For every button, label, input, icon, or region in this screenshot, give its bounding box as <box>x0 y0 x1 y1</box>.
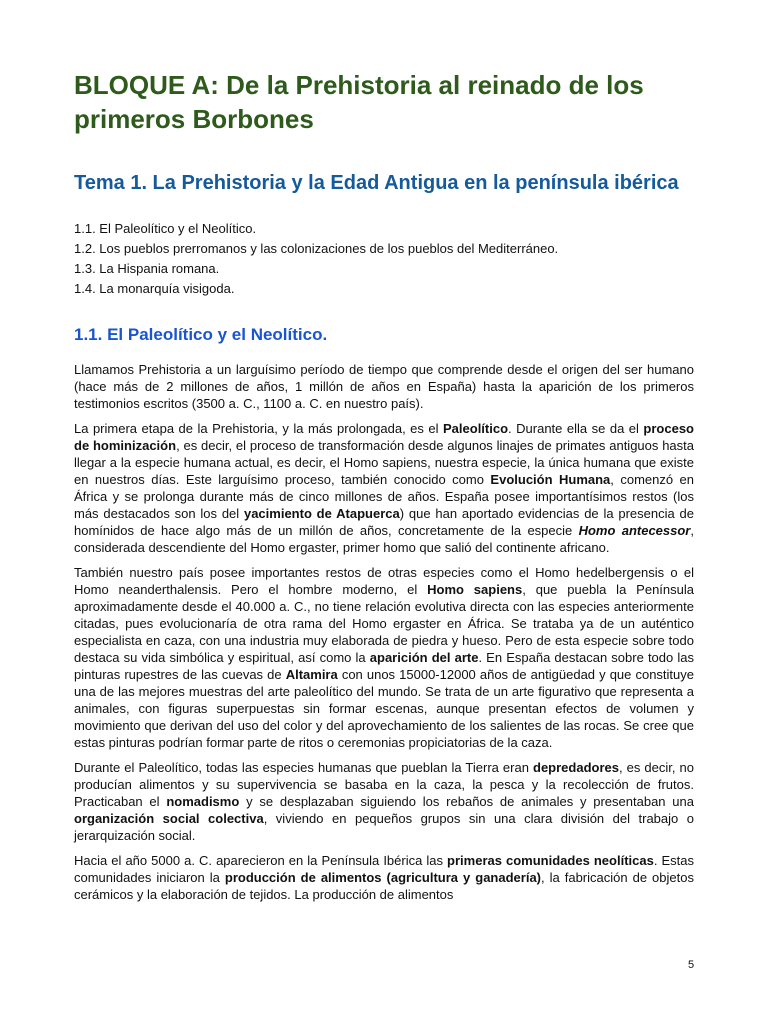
text-run: La primera etapa de la Prehistoria, y la más prolongada, es el <box>74 421 444 436</box>
emphasis-bold: Paleolítico <box>443 421 509 436</box>
toc-item: 1.3. La Hispania romana. <box>74 261 220 276</box>
emphasis-bold: nomadismo <box>166 794 240 809</box>
text-run: , que puebla la Península aproximadamente desde el 40.000 a. C., no tiene relación evolutiva directa con las especies anteriormente citadas, pues evolucionaría de otra rama del Homo ergaster en África. Se trataba ya de un auténtico especialista en caza, con una industria muy elaborada de piedra y hueso. Pero de esta especie sobre todo destaca su vida simbólica y espiritual, así como la <box>74 582 694 665</box>
body-paragraph <box>74 564 694 751</box>
text-run: . En España destacan sobre todo las pinturas rupestres de las cuevas de <box>74 650 694 682</box>
toc-item: 1.1. El Paleolítico y el Neolítico. <box>74 221 257 236</box>
text-run: , comenzó en África y se prolonga durante más de cinco millones de años. España posee importantísimos restos (los más destacados son los del <box>74 472 694 521</box>
body-paragraph <box>74 361 694 412</box>
body-paragraph <box>74 759 694 844</box>
text-run: , es decir, el proceso de transformación desde algunos linajes de primates antiguos hasta llegar a la especie humana actual, es decir, el Homo sapiens, nuestra especie, la única humana que existe en nuestros días. Este larguísimo proceso, también conocido como <box>74 438 695 487</box>
document-page <box>74 68 694 911</box>
emphasis-bold: Homo sapiens <box>427 582 523 597</box>
tema-heading: Tema 1. La Prehistoria y la Edad Antigua en la península ibérica <box>74 172 679 194</box>
text-run: Durante el Paleolítico, todas las especies humanas que pueblan la Tierra eran <box>74 760 533 775</box>
section-body <box>74 361 694 903</box>
text-run: Hacia el año 5000 a. C. aparecieron en la Península Ibérica las <box>74 853 448 868</box>
body-paragraph <box>74 420 694 556</box>
toc-item: 1.2. Los pueblos prerromanos y las colonizaciones de los pueblos del Mediterráneo. <box>74 241 559 256</box>
emphasis-bold: producción de alimentos (agricultura y ganadería) <box>224 870 541 885</box>
table-of-contents <box>74 219 694 299</box>
text-run: ) que han aportado evidencias de la presencia de homínidos de hace algo más de un millón de años, concretamente de la especie <box>74 506 694 538</box>
bloque-heading: BLOQUE A: De la Prehistoria al reinado de los primeros Borbones <box>74 70 644 134</box>
text-run: , la fabricación de objetos cerámicos y la elaboración de tejidos. La producción de alimentos <box>74 870 694 902</box>
text-run: . Durante ella se da el <box>508 421 644 436</box>
emphasis-bold: organización social colectiva <box>74 811 264 826</box>
body-paragraph <box>74 852 694 903</box>
emphasis-bold: aparición del arte <box>369 650 479 665</box>
emphasis-bold: primeras comunidades neolíticas <box>447 853 654 868</box>
text-run: . Estas comunidades iniciaron la <box>74 853 694 885</box>
emphasis-italic: Homo antecessor <box>578 523 691 538</box>
toc-item: 1.4. La monarquía visigoda. <box>74 281 235 296</box>
section-title: 1.1. El Paleolítico y el Neolítico. <box>74 325 328 344</box>
text-run: Llamamos Prehistoria a un larguísimo período de tiempo que comprende desde el origen del ser humano (hace más de 2 millones de años, 1 millón de años en España) hasta la aparición de los primeros testimonios escritos (3500 a. C., 1100 a. C. en nuestro país). <box>74 362 694 411</box>
text-run: , es decir, no producían alimentos y su supervivencia se basaba en la caza, la pesca y la recolección de frutos. Practicaban el <box>74 760 694 809</box>
emphasis-bold: yacimiento de Atapuerca <box>243 506 400 521</box>
text-run: También nuestro país posee importantes restos de otras especies como el Homo hedelbergensis o el Homo neanderthalensis. Pero el hombre moderno, el <box>74 565 694 597</box>
emphasis-bold: proceso de hominización <box>74 421 694 453</box>
text-run: , viviendo en pequeños grupos sin una clara división del trabajo o jerarquización social. <box>74 811 694 843</box>
emphasis-bold: Altamira <box>285 667 338 682</box>
emphasis-bold: depredadores <box>533 760 619 775</box>
text-run: y se desplazaban siguiendo los rebaños de animales y presentaban una <box>239 794 694 809</box>
emphasis-bold: Evolución Humana <box>490 472 611 487</box>
text-run: , considerada descendiente del Homo ergaster, primer homo que salió del continente africano. <box>74 523 694 555</box>
page-number: 5 <box>688 959 695 971</box>
text-run: con unos 15000-12000 años de antigüedad y que constituye una de las mejores muestras del arte paleolítico del mundo. Se trata de un arte figurativo que representa a animales, con figuras superpuestas sin formar escenas, aunque presentan efectos de volumen y movimiento que derivan del uso del color y del aprovechamiento de los salientes de las rocas. Se cree que estas pinturas podrían formar parte de ritos o ceremonias propiciatorias de la caza. <box>74 667 695 750</box>
